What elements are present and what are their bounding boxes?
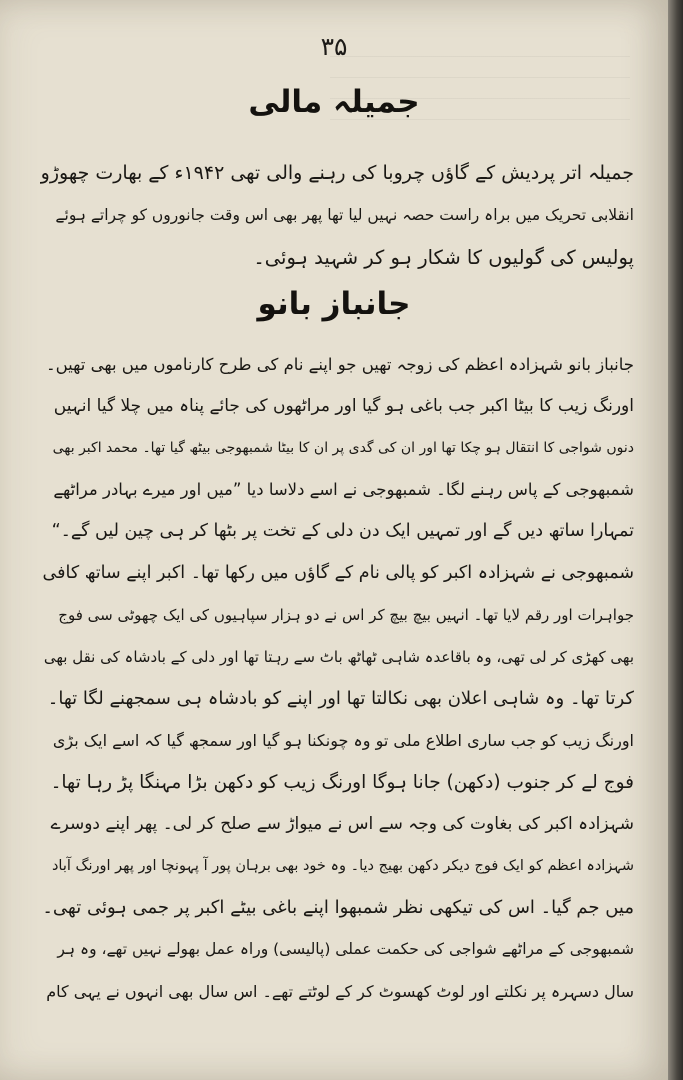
text-line: شہزادہ اکبر کی بغاوت کی وجہ سے اس نے میواڑ سے صلح کر لی۔ پھر اپنے دوسرے <box>50 813 634 834</box>
book-spine <box>668 0 683 1080</box>
text-line: سال دسہرہ پر نکلتے اور لوٹ کھسوٹ کر کے لوٹتے تھے۔ اس سال بھی انہوں نے یہی کام <box>46 981 634 1001</box>
text-line: پولیس کی گولیوں کا شکار ہو کر شہید ہوئی۔ <box>253 245 634 269</box>
text-line: فوج لے کر جنوب (دکھن) جانا ہوگا اورنگ زیب کو دکھن بڑا مہنگا پڑ رہا تھا۔ <box>50 771 634 793</box>
text-line: جمیلہ اتر پردیش کے گاؤں چروبا کی رہنے والی تھی ۱۹۴۲ء کے بھارت چھوڑو <box>40 162 634 184</box>
text-line: شہزادہ اعظم کو ایک فوج دیکر دکھن بھیج دیا۔ وہ خود بھی برہان پور آ پہونچا اور پھر اورنگ آباد <box>51 857 634 874</box>
text-line: بھی کھڑی کر لی تھی، وہ باقاعدہ شاہی ٹھاٹھ باٹ سے رہتا تھا اور دلی کے بادشاہ کی نقل بھی <box>43 647 634 666</box>
text-line: شمبھوجی کے مراٹھے شواجی کی حکمت عملی (پالیسی) وراہ عمل بھولے نہیں تھے، وہ ہر <box>57 940 634 959</box>
text-line: جانباز بانو شہزادہ اعظم کی زوجہ تھیں جو اپنے نام کی طرح کارناموں میں بھی تھیں۔ <box>45 355 634 374</box>
text-line: جواہرات اور رقم لایا تھا۔ انہیں بیچ بیچ کر اس نے دو ہزار سپاہیوں کی ایک چھوٹی سی فوج <box>58 605 634 624</box>
section-body-janbaz-bano <box>40 344 634 1013</box>
text-line: میں جم گیا۔ اس کی تیکھی نظر شمبھوا اپنے باغی بیٹے اکبر پر جمی ہوئی تھی۔ <box>42 897 634 919</box>
text-line: انقلابی تحریک میں براہ راست حصہ نہیں لیا تھا پھر بھی اس وقت جانوروں کو چراتے ہوئے <box>55 205 634 224</box>
text-line: اورنگ زیب کو جب ساری اطلاع ملی تو وہ چونکنا ہو گیا اور سمجھ گیا کہ اسے ایک بڑی <box>52 731 634 751</box>
text-line: دنوں شواجی کا انتقال ہو چکا تھا اور ان کی گدی پر ان کا بیٹا شمبھوجی بیٹھ گیا تھا۔ محمد اکبر بھی <box>52 439 634 456</box>
text-line: تمہارا ساتھ دیں گے اور تمہیں ایک دن دلی کے تخت پر بٹھا کر ہی چین لیں گے۔“ <box>51 521 634 542</box>
text-line: اورنگ زیب کا بیٹا اکبر جب باغی ہو گیا اور مراٹھوں کی جائے پناہ میں چلا گیا انہیں <box>53 395 634 416</box>
section-body-jamila-mali <box>40 153 634 278</box>
text-line: شمبھوجی کے پاس رہنے لگا۔ شمبھوجی نے اسے دلاسا دیا ”میں اور میرے بہادر مراٹھے <box>53 480 634 500</box>
section-heading-jamila-mali: جمیلہ مالی <box>248 84 420 120</box>
text-line: کرتا تھا۔ وہ شاہی اعلان بھی نکالتا تھا اور اپنے کو بادشاہ ہی سمجھنے لگا تھا۔ <box>47 688 634 710</box>
text-line: شمبھوجی نے شہزادہ اکبر کو پالی نام کے گاؤں میں رکھا تھا۔ اکبر اپنے ساتھ کافی <box>42 562 634 583</box>
section-heading-janbaz-bano: جانباز بانو <box>257 286 411 322</box>
page-number: ۳۵ <box>320 32 348 61</box>
